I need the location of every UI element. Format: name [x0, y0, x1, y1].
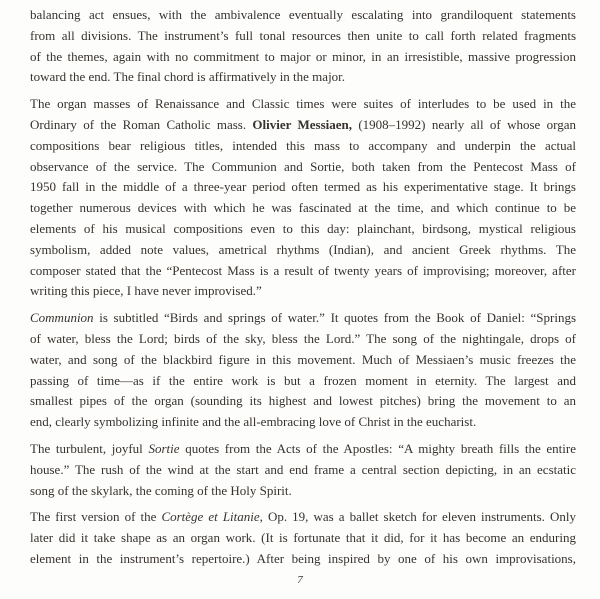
text-segment: together numerous devices with which he was fascinated at the time, and which continue to be: [30, 200, 576, 216]
text-segment: composer stated that the “Pentecost Mass is a result of twenty years of improvising; moreover, after: [30, 262, 576, 278]
text-segment: toward the end. The final chord is affirmatively in the major.: [30, 69, 346, 85]
text-segment: quotes from the Acts of the Apostles: “A mighty breath fills the entire: [179, 440, 577, 456]
text-line: [30, 219, 576, 240]
text-line: [30, 391, 576, 412]
text-line: [30, 26, 576, 47]
text-segment: Ordinary of the Roman Catholic mass.: [30, 116, 253, 132]
italic-text: Cortège et Litanie: [161, 509, 260, 525]
text-segment: (1908–1992) nearly all of whose organ: [352, 116, 576, 132]
text-segment: , Op. 19, was a ballet sketch for eleven instruments. Only: [259, 509, 576, 525]
text-segment: element in the instrument’s repertoire.) After being inspired by one of his own improvisations,: [30, 550, 576, 566]
paragraph: [30, 308, 576, 433]
text-line: [30, 198, 576, 219]
text-line: [30, 329, 576, 350]
text-line: [30, 240, 576, 261]
text-segment: 1950 fall in the middle of a three-year period often termed as his experimentative stage. It brings: [30, 179, 576, 195]
text-segment: is subtitled “Birds and springs of water.” It quotes from the Book of Daniel: “Springs: [93, 310, 576, 326]
body-text: [30, 5, 576, 570]
text-line: [30, 157, 576, 178]
text-segment: passing of time—as if the entire work is but a frozen moment in eternity. The largest and: [30, 372, 576, 388]
text-line: [30, 460, 576, 481]
text-line: [30, 528, 576, 549]
text-line: [30, 350, 576, 371]
paragraph: [30, 507, 576, 569]
text-line: [30, 439, 576, 460]
text-line: [30, 371, 576, 392]
text-segment: elements of his musical compositions even to this day: plainchant, birdsong, mystical religious: [30, 220, 576, 236]
text-segment: of the themes, again with no commitment to major or minor, in an irresistible, massive progression: [30, 48, 576, 64]
text-segment: observance of the service. The Communion and Sortie, both taken from the Pentecost Mass of: [30, 158, 576, 174]
text-segment: end, clearly symbolizing infinite and the all-embracing love of Christ in the eucharist.: [30, 414, 477, 430]
text-line: [30, 281, 576, 302]
text-line: [30, 308, 576, 329]
text-segment: later did it take shape as an organ work. (It is fortunate that it did, for it has become an enduring: [30, 530, 576, 546]
text-line: [30, 67, 576, 88]
text-line: [30, 5, 576, 26]
text-line: [30, 115, 576, 136]
paragraph: [30, 94, 576, 302]
italic-text: Sortie: [148, 440, 180, 456]
paragraph: [30, 439, 576, 501]
text-line: [30, 177, 576, 198]
text-segment: The first version of the: [30, 509, 162, 525]
text-line: [30, 94, 576, 115]
text-segment: water, and song of the blackbird figure in this movement. Much of Messiaen’s music freezes the: [30, 351, 576, 367]
text-line: [30, 412, 576, 433]
text-line: [30, 507, 576, 528]
page-number: 7: [297, 574, 303, 586]
bold-text: Olivier Messiaen,: [252, 116, 353, 132]
text-line: [30, 261, 576, 282]
text-segment: writing this piece, I have never improvised.”: [30, 283, 262, 299]
text-segment: from all divisions. The instrument’s full tonal resources then unite to call forth related fragments: [30, 27, 576, 43]
text-segment: smallest pipes of the organ (sounding its highest and lowest pitches) bring the movement to an: [30, 393, 576, 409]
text-segment: of water, bless the Lord; birds of the sky, bless the Lord.” The song of the nightingale, drops of: [30, 330, 576, 346]
text-segment: The turbulent, joyful: [30, 440, 149, 456]
text-line: [30, 549, 576, 570]
text-line: [30, 136, 576, 157]
text-segment: song of the skylark, the coming of the Holy Spirit.: [30, 482, 292, 498]
text-segment: compositions bear religious titles, intended this mass to accompany and underpin the actual: [30, 137, 576, 153]
text-segment: balancing act ensues, with the ambivalence eventually escalating into grandiloquent statements: [30, 7, 576, 22]
text-line: [30, 47, 576, 68]
text-segment: house.” The rush of the wind at the start and end frame a central section depicting, in an ecstatic: [30, 461, 576, 477]
text-segment: The organ masses of Renaissance and Classic times were suites of interludes to be used in the: [30, 96, 576, 112]
paragraph: [30, 5, 576, 88]
text-segment: symbolism, added note values, ametrical rhythms (Indian), and ancient Greek rhythms. The: [30, 241, 576, 257]
text-line: [30, 481, 576, 502]
italic-text: Communion: [30, 310, 94, 326]
